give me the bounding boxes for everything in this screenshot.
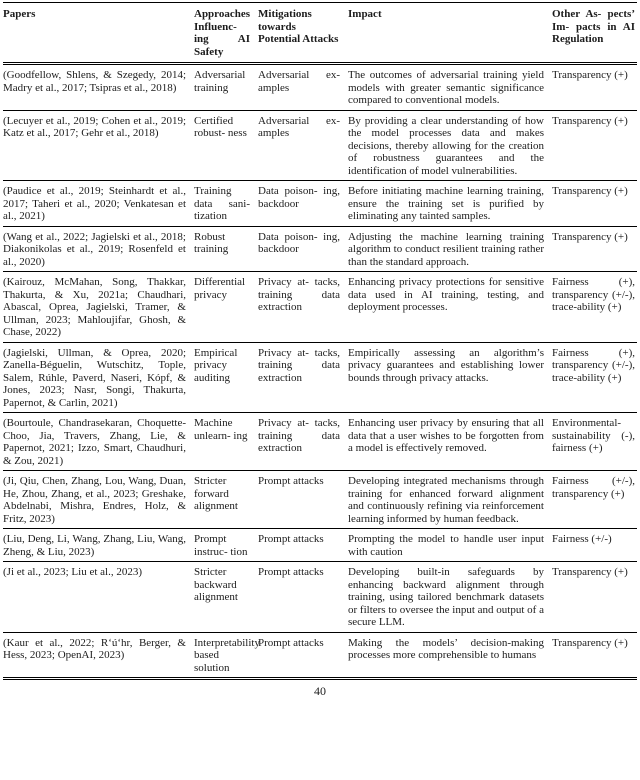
cell-papers: (Lecuyer et al., 2019; Cohen et al., 2019; Katz et al., 2017; Gehr et al., 2018): [3, 110, 194, 181]
cell-mitigation: Prompt attacks: [258, 632, 348, 679]
cell-papers: (Kairouz, McMahan, Song, Thakkar, Thakurta, & Xu, 2021a; Chaudhari, Abascal, Oprea, Jagielski, Tramer, & Ullman, 2023; Mahloujifar, Ghosh, & Chase, 2022): [3, 272, 194, 343]
cell-other-aspects: Fairness (+/-): [552, 529, 637, 562]
cell-other-aspects: Transparency (+): [552, 64, 637, 111]
cell-impact: Enhancing user privacy by ensuring that all data that a user wishes to be forgotten from a model is effectively removed.: [348, 413, 552, 471]
cell-mitigation: Prompt attacks: [258, 529, 348, 562]
cell-papers: (Ji et al., 2023; Liu et al., 2023): [3, 562, 194, 633]
header-row: [3, 3, 637, 64]
cell-other-aspects: Transparency (+): [552, 562, 637, 633]
col-header-approaches: Approaches Influenc- ing AI Safety: [194, 3, 258, 64]
cell-impact: By providing a clear understanding of how the model processes data and makes decisions, thereby allowing for the creation of robustness guarantees and the identification of model vulnerabilities.: [348, 110, 552, 181]
cell-mitigation: Privacy at- tacks, training data extraction: [258, 272, 348, 343]
table-header: [3, 3, 637, 64]
table-row: [3, 562, 637, 633]
col-header-other-aspects: Other As- pects’ Im- pacts in AI Regulation: [552, 3, 637, 64]
cell-papers: (Jagielski, Ullman, & Oprea, 2020; Zanella-Béguelin, Wutschitz, Tople, Salem, Rúhle, Paverd, Naseri, Kópf, & Jones, 2023; Nasr, Songi, Thakurta, Papernot, & Carlin, 2021): [3, 342, 194, 413]
cell-impact: Prompting the model to handle user input with caution: [348, 529, 552, 562]
cell-mitigation: Adversarial ex- amples: [258, 110, 348, 181]
cell-mitigation: Adversarial ex- amples: [258, 64, 348, 111]
table-row: [3, 181, 637, 227]
cell-approach: Robust training: [194, 226, 258, 272]
cell-papers: (Kaur et al., 2022; R‘ú‘hr, Berger, & Hess, 2023; OpenAI, 2023): [3, 632, 194, 679]
table-row: [3, 64, 637, 111]
cell-mitigation: Privacy at- tacks, training data extraction: [258, 342, 348, 413]
col-header-mitigations: Mitigations towards Potential Attacks: [258, 3, 348, 64]
cell-approach: Machine unlearn- ing: [194, 413, 258, 471]
cell-other-aspects: Transparency (+): [552, 181, 637, 227]
table-row: [3, 272, 637, 343]
cell-mitigation: Data poison- ing, backdoor: [258, 181, 348, 227]
cell-other-aspects: Environmental-sustainability (-), fairness (+): [552, 413, 637, 471]
cell-approach: Stricter backward alignment: [194, 562, 258, 633]
cell-impact: Developing built-in safeguards by enhancing backward alignment through training, using tailored benchmark datasets or filters to oversee the input and output of a secure LLM.: [348, 562, 552, 633]
col-header-impact: Impact: [348, 3, 552, 64]
cell-papers: (Ji, Qiu, Chen, Zhang, Lou, Wang, Duan, He, Zhou, Zhang, et al., 2023; Greshake, Abdelnabi, Mishra, Endres, Holz, & Fritz, 2023): [3, 471, 194, 529]
cell-approach: Differential privacy: [194, 272, 258, 343]
cell-impact: Making the models’ decision-making processes more comprehensible to humans: [348, 632, 552, 679]
cell-approach: Prompt instruc- tion: [194, 529, 258, 562]
table-row: [3, 110, 637, 181]
table-row: [3, 471, 637, 529]
cell-mitigation: Privacy at- tacks, training data extraction: [258, 413, 348, 471]
table-row: [3, 226, 637, 272]
cell-impact: Empirically assessing an algorithm’s privacy guarantees and establishing lower bounds through privacy attacks.: [348, 342, 552, 413]
cell-papers: (Wang et al., 2022; Jagielski et al., 2018; Diakonikolas et al., 2019; Rosenfeld et al., 2020): [3, 226, 194, 272]
cell-impact: Enhancing privacy protections for sensitive data used in AI training, testing, and deployment processes.: [348, 272, 552, 343]
table-row: [3, 342, 637, 413]
cell-approach: Certified robust- ness: [194, 110, 258, 181]
cell-approach: Training data sani- tization: [194, 181, 258, 227]
cell-mitigation: Data poison- ing, backdoor: [258, 226, 348, 272]
col-header-papers: Papers: [3, 3, 194, 64]
cell-other-aspects: Transparency (+): [552, 632, 637, 679]
cell-impact: Adjusting the machine learning training algorithm to conduct resilient training rather than the standard approach.: [348, 226, 552, 272]
cell-mitigation: Prompt attacks: [258, 562, 348, 633]
ai-safety-approaches-table: [3, 2, 637, 680]
table-body: [3, 64, 637, 679]
cell-other-aspects: Transparency (+): [552, 110, 637, 181]
cell-impact: Before initiating machine learning training, ensure the training set is purified by eliminating any tainted samples.: [348, 181, 552, 227]
cell-other-aspects: Transparency (+): [552, 226, 637, 272]
cell-other-aspects: Fairness (+/-), transparency (+): [552, 471, 637, 529]
cell-impact: The outcomes of adversarial training yield models with greater semantic significance compared to conventional models.: [348, 64, 552, 111]
cell-other-aspects: Fairness (+), transparency (+/-), trace-ability (+): [552, 272, 637, 343]
cell-impact: Developing integrated mechanisms through training for enhanced forward alignment and continuously refining via reinforcement learning informed by human feedback.: [348, 471, 552, 529]
cell-mitigation: Prompt attacks: [258, 471, 348, 529]
page-number: 40: [314, 684, 326, 698]
cell-papers: (Liu, Deng, Li, Wang, Zhang, Liu, Wang, Zheng, & Liu, 2023): [3, 529, 194, 562]
table-row: [3, 632, 637, 679]
cell-papers: (Paudice et al., 2019; Steinhardt et al., 2017; Taheri et al., 2020; Venkatesan et al., 2021): [3, 181, 194, 227]
cell-approach: Interpretability based solution: [194, 632, 258, 679]
cell-other-aspects: Fairness (+), transparency (+/-), trace-ability (+): [552, 342, 637, 413]
cell-papers: (Goodfellow, Shlens, & Szegedy, 2014; Madry et al., 2017; Tsipras et al., 2018): [3, 64, 194, 111]
cell-papers: (Bourtoule, Chandrasekaran, Choquette-Choo, Jia, Travers, Zhang, Lie, & Papernot, 2021; Izzo, Smart, Chaudhuri, & Zou, 2021): [3, 413, 194, 471]
cell-approach: Empirical privacy auditing: [194, 342, 258, 413]
table-row: [3, 529, 637, 562]
table-row: [3, 413, 637, 471]
cell-approach: Stricter forward alignment: [194, 471, 258, 529]
cell-approach: Adversarial training: [194, 64, 258, 111]
